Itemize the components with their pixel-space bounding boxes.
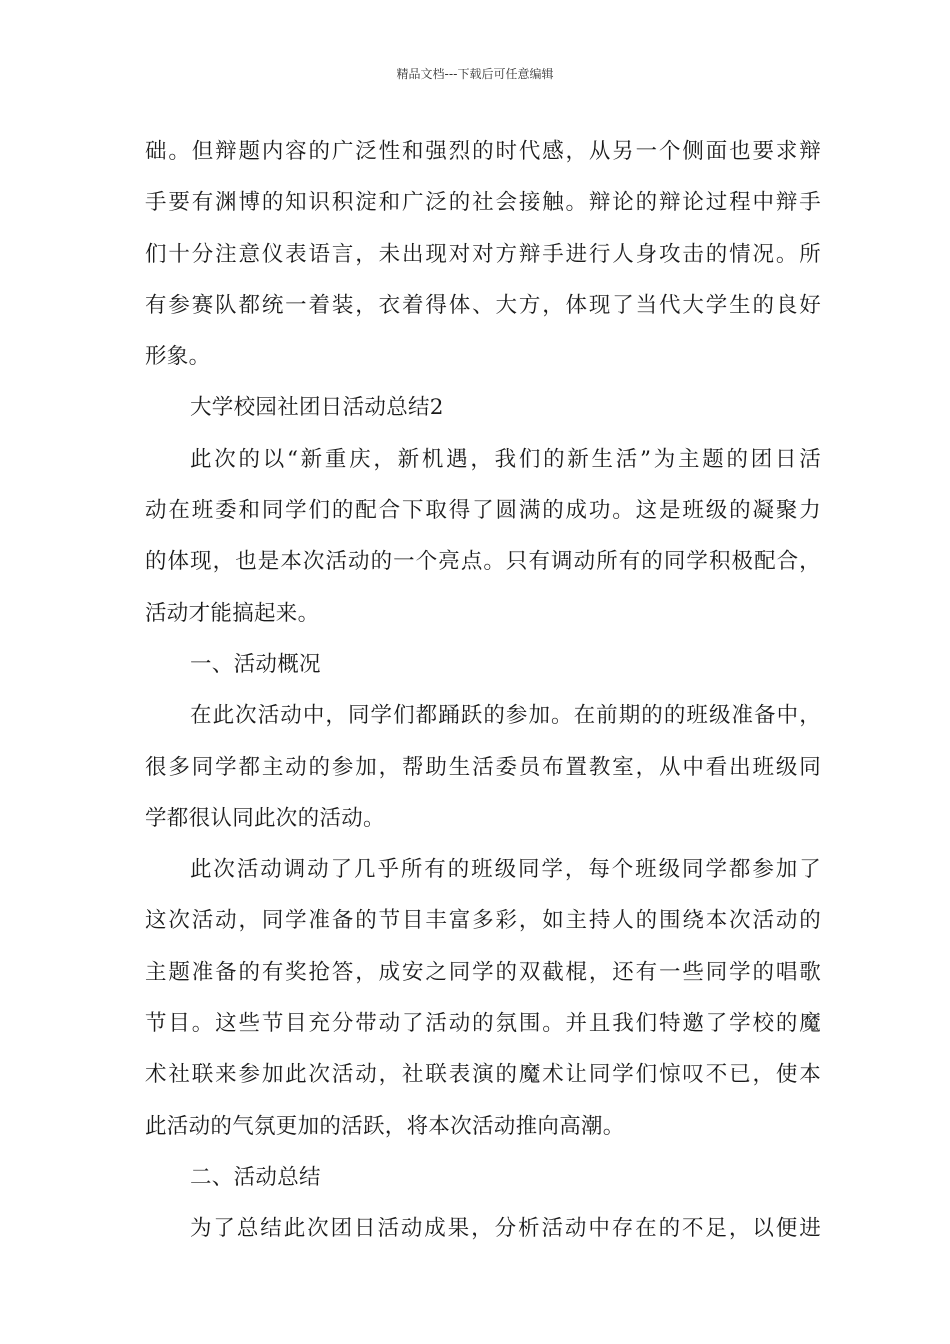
text-line: 此次的以“新重庆，新机遇，我们的新生活”为主题的团日活 <box>190 446 821 472</box>
text-line: 为了总结此次团日活动成果，分析活动中存在的不足，以便进 <box>190 1216 821 1242</box>
text-line: 的体现，也是本次活动的一个亮点。只有调动所有的同学积极配合， <box>145 549 821 575</box>
section-title: 大学校园社团日活动总结2 <box>190 395 444 421</box>
text-line: 学都很认同此次的活动。 <box>145 805 385 831</box>
section-heading: 一、活动概况 <box>190 651 321 677</box>
text-line: 手要有渊博的知识积淀和广泛的社会接触。辩论的辩论过程中辩手 <box>145 190 821 216</box>
page-header: 精品文档---下载后可任意编辑 <box>396 67 554 81</box>
text-line: 节目。这些节目充分带动了活动的氛围。并且我们特邀了学校的魔 <box>145 1011 821 1037</box>
text-line: 此活动的气氛更加的活跃，将本次活动推向高潮。 <box>145 1113 625 1139</box>
text-line: 础。但辩题内容的广泛性和强烈的时代感，从另一个侧面也要求辩 <box>145 139 821 164</box>
text-line: 此次活动调动了几乎所有的班级同学，每个班级同学都参加了 <box>190 857 821 883</box>
text-line: 动在班委和同学们的配合下取得了圆满的成功。这是班级的凝聚力 <box>145 498 821 524</box>
text-line: 有参赛队都统一着装，衣着得体、大方，体现了当代大学生的良好 <box>145 292 821 318</box>
text-line: 形象。 <box>145 344 211 370</box>
text-line: 这次活动，同学准备的节目丰富多彩，如主持人的围绕本次活动的 <box>145 908 821 934</box>
text-line: 术社联来参加此次活动，社联表演的魔术让同学们惊叹不已，使本 <box>145 1062 821 1088</box>
text-line: 们十分注意仪表语言，未出现对对方辩手进行人身攻击的情况。所 <box>145 241 821 267</box>
text-line: 活动才能搞起来。 <box>145 600 320 626</box>
section-heading: 二、活动总结 <box>190 1164 321 1190</box>
text-line: 主题准备的有奖抢答，成安之同学的双截棍，还有一些同学的唱歌 <box>145 959 821 985</box>
text-line: 很多同学都主动的参加，帮助生活委员布置教室，从中看出班级同 <box>145 754 821 780</box>
text-line: 在此次活动中，同学们都踊跃的参加。在前期的的班级准备中， <box>190 703 821 729</box>
document-body <box>145 132 821 1261</box>
